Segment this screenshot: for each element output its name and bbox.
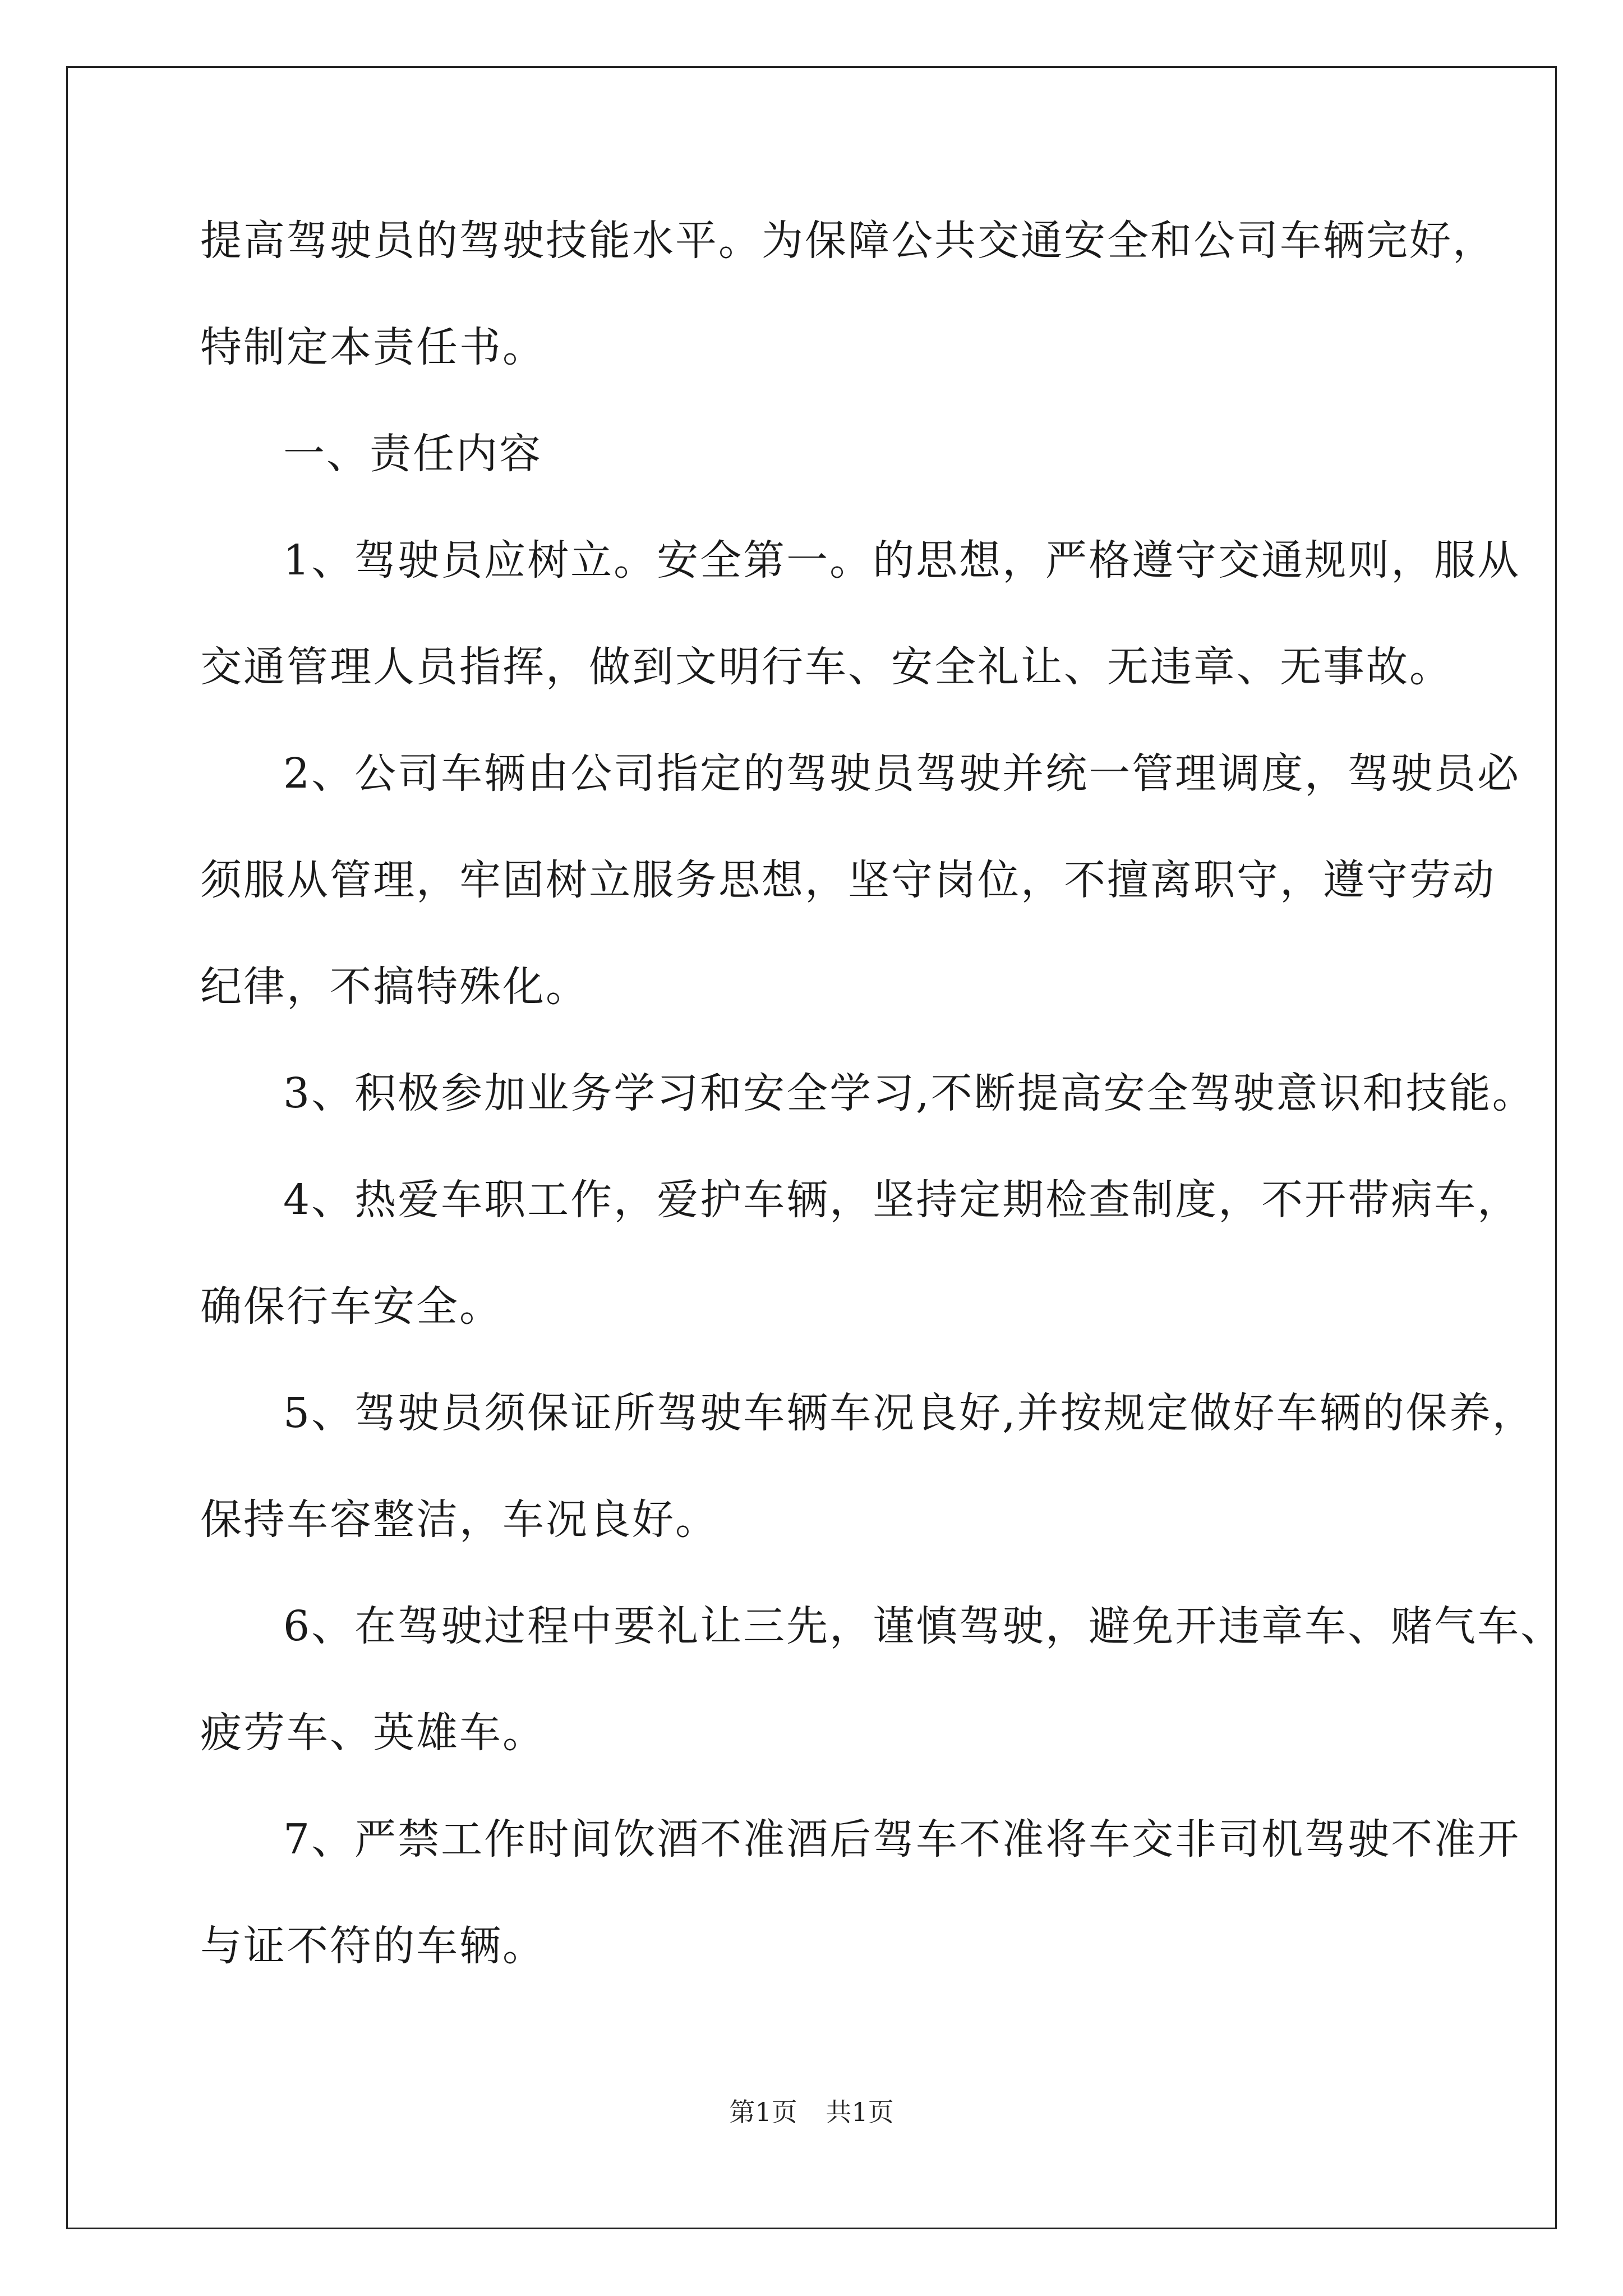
paragraph-2-line-1: 交通管理人员指挥，做到文明行车、安全礼让、无违章、无事故。 <box>200 643 1453 691</box>
paragraph-7-line-1: 疲劳车、英雄车。 <box>200 1709 546 1757</box>
paragraph-2-line-0: 1、驾驶员应树立。安全第一。的思想，严格遵守交通规则，服从 <box>283 536 1521 585</box>
paragraph-7-line-0: 6、在驾驶过程中要礼让三先，谨慎驾驶，避免开违章车、赌气车、 <box>283 1602 1564 1650</box>
paragraph-4-line-0: 3、积极参加业务学习和安全学习,不断提高安全驾驶意识和技能。 <box>283 1069 1536 1117</box>
paragraph-8-line-1: 与证不符的车辆。 <box>200 1922 546 1970</box>
paragraph-5-line-0: 4、热爱车职工作，爱护车辆，坚持定期检查制度，不开带病车， <box>283 1176 1521 1224</box>
paragraph-0-line-1: 特制定本责任书。 <box>200 323 546 371</box>
paragraph-5-line-1: 确保行车安全。 <box>200 1282 502 1331</box>
paragraph-6-line-1: 保持车容整洁，车况良好。 <box>200 1496 718 1544</box>
section-heading: 一、责任内容 <box>283 430 542 478</box>
paragraph-3-line-2: 纪律，不搞特殊化。 <box>200 963 589 1011</box>
paragraph-0-line-0: 提高驾驶员的驾驶技能水平。为保障公共交通安全和公司车辆完好， <box>200 217 1496 265</box>
paragraph-6-line-0: 5、驾驶员须保证所驾驶车辆车况良好,并按规定做好车辆的保养， <box>283 1389 1536 1437</box>
paragraph-3-line-1: 须服从管理，牢固树立服务思想，坚守岗位，不擅离职守，遵守劳动 <box>200 856 1496 904</box>
paragraph-8-line-0: 7、严禁工作时间饮酒不准酒后驾车不准将车交非司机驾驶不准开 <box>283 1815 1521 1864</box>
page-number-total: 共1页 <box>826 2097 894 2127</box>
paragraph-3-line-0: 2、公司车辆由公司指定的驾驶员驾驶并统一管理调度，驾驶员必 <box>283 749 1521 798</box>
document-body <box>200 213 1564 1973</box>
page-number-current: 第1页 <box>729 2097 797 2127</box>
page-footer <box>0 2095 1623 2129</box>
